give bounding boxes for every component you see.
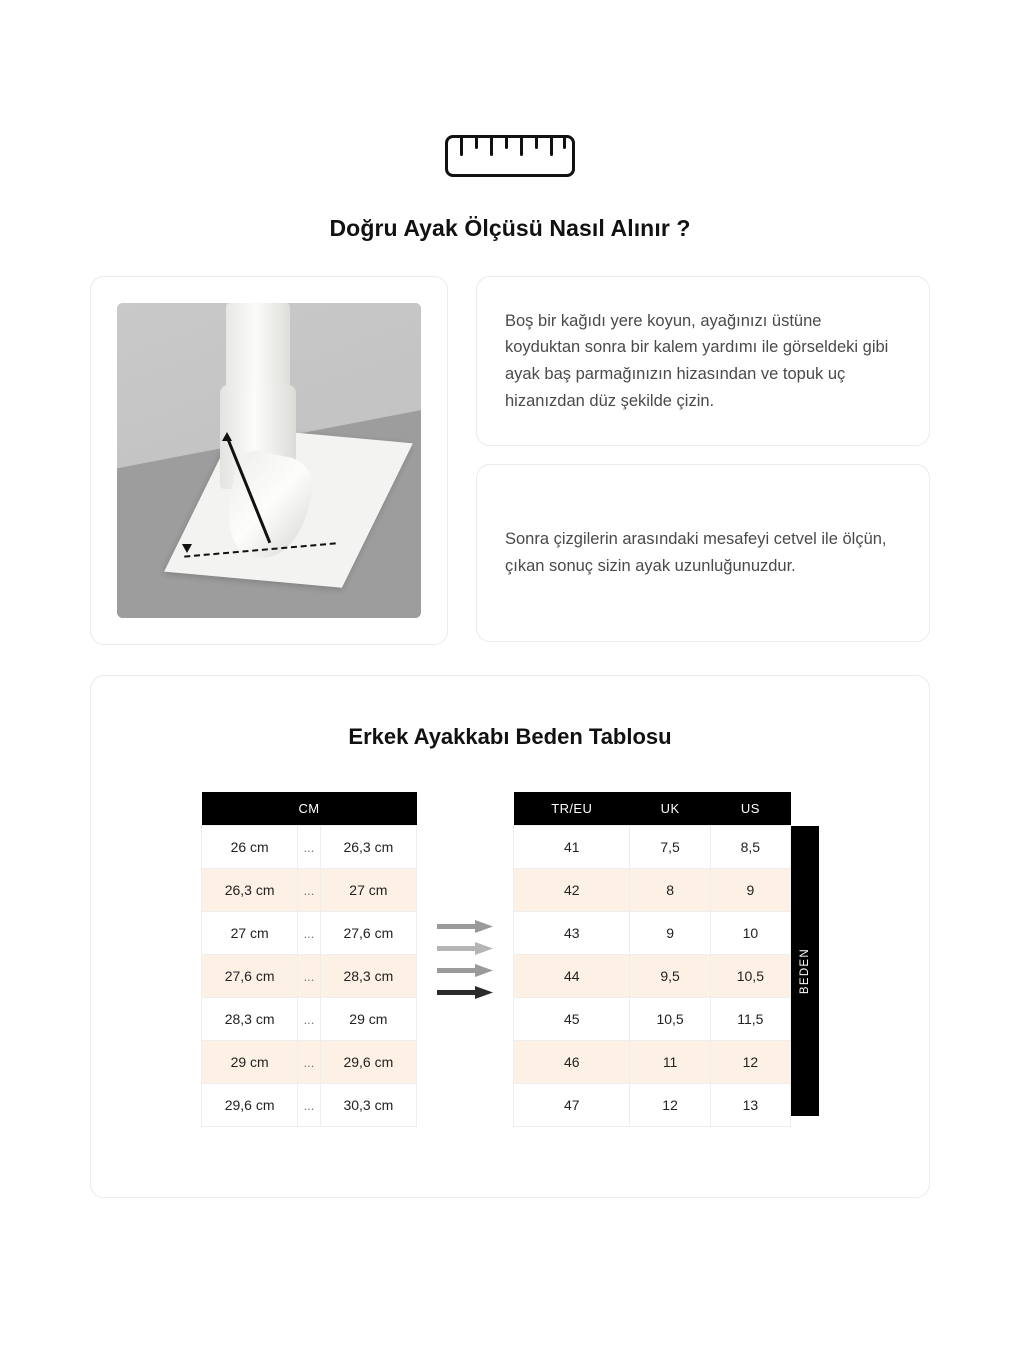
size-uk: 9,5	[630, 955, 710, 998]
size-us: 12	[710, 1041, 790, 1084]
size-table-body	[514, 826, 791, 1127]
table-row	[514, 912, 791, 955]
cm-sep: ...	[298, 998, 320, 1041]
steps-column	[476, 276, 930, 642]
cm-to: 27 cm	[320, 869, 416, 912]
size-treu: 43	[514, 912, 630, 955]
cm-from: 27,6 cm	[202, 955, 298, 998]
table-row	[202, 1084, 417, 1127]
arrow-right-icon	[437, 920, 493, 933]
foot-on-paper-photo	[117, 303, 421, 618]
size-table	[513, 792, 791, 1127]
size-us: 8,5	[710, 826, 790, 869]
arrow-right-icon	[437, 942, 493, 955]
size-treu: 41	[514, 826, 630, 869]
size-header-uk: UK	[630, 792, 710, 826]
cm-from: 26,3 cm	[202, 869, 298, 912]
cm-from: 28,3 cm	[202, 998, 298, 1041]
table-row	[514, 869, 791, 912]
size-treu: 47	[514, 1084, 630, 1127]
cm-to: 27,6 cm	[320, 912, 416, 955]
beden-side-label	[791, 826, 819, 1116]
size-us: 13	[710, 1084, 790, 1127]
size-us: 9	[710, 869, 790, 912]
table-row	[202, 955, 417, 998]
cm-sep: ...	[298, 826, 320, 869]
cm-sep: ...	[298, 1084, 320, 1127]
size-uk: 11	[630, 1041, 710, 1084]
size-us: 10	[710, 912, 790, 955]
arrow-right-icon	[437, 986, 493, 999]
table-row	[514, 955, 791, 998]
cm-to: 29 cm	[320, 998, 416, 1041]
cm-sep: ...	[298, 1041, 320, 1084]
table-row	[514, 826, 791, 869]
arrow-right-icon	[437, 964, 493, 977]
ruler-icon	[445, 135, 575, 177]
size-uk: 12	[630, 1084, 710, 1127]
tables-row	[91, 792, 929, 1127]
table-row	[202, 912, 417, 955]
size-header-us: US	[710, 792, 790, 826]
cm-from: 29,6 cm	[202, 1084, 298, 1127]
cm-table-body	[202, 826, 417, 1127]
cm-from: 29 cm	[202, 1041, 298, 1084]
cm-to: 30,3 cm	[320, 1084, 416, 1127]
arrows-group	[417, 920, 513, 999]
step-text-1: Boş bir kağıdı yere koyun, ayağınızı üstüne koyduktan sonra bir kalem yardımı ile görseldeki gibi ayak baş parmağınızın hizasından ve topuk uç hizanızdan düz şekilde çizin.	[505, 311, 889, 410]
cm-to: 28,3 cm	[320, 955, 416, 998]
cm-to: 29,6 cm	[320, 1041, 416, 1084]
table-row	[514, 1084, 791, 1127]
cm-from: 26 cm	[202, 826, 298, 869]
size-treu: 44	[514, 955, 630, 998]
foot-measure-photo-card	[90, 276, 448, 645]
size-table-card	[90, 675, 930, 1198]
cm-table-header: CM	[202, 792, 417, 826]
cm-to: 26,3 cm	[320, 826, 416, 869]
size-uk: 9	[630, 912, 710, 955]
instructions-section	[0, 276, 1020, 645]
size-table-title: Erkek Ayakkabı Beden Tablosu	[348, 724, 672, 749]
table-row	[202, 826, 417, 869]
size-treu: 46	[514, 1041, 630, 1084]
size-us: 11,5	[710, 998, 790, 1041]
table-row	[514, 998, 791, 1041]
cm-from: 27 cm	[202, 912, 298, 955]
size-treu: 45	[514, 998, 630, 1041]
size-uk: 10,5	[630, 998, 710, 1041]
table-row	[202, 869, 417, 912]
size-us: 10,5	[710, 955, 790, 998]
cm-table	[201, 792, 417, 1127]
cm-sep: ...	[298, 955, 320, 998]
size-uk: 7,5	[630, 826, 710, 869]
table-row	[202, 998, 417, 1041]
step-card-2	[476, 464, 930, 642]
size-uk: 8	[630, 869, 710, 912]
table-row	[202, 1041, 417, 1084]
cm-sep: ...	[298, 869, 320, 912]
step-text-2: Sonra çizgilerin arasındaki mesafeyi cetvel ile ölçün, çıkan sonuç sizin ayak uzunluğunuzdur.	[505, 530, 887, 575]
size-treu: 42	[514, 869, 630, 912]
page-title: Doğru Ayak Ölçüsü Nasıl Alınır ?	[329, 215, 691, 241]
ruler-icon-container	[0, 0, 1020, 177]
beden-side-label-text: BEDEN	[799, 947, 811, 995]
step-card-1	[476, 276, 930, 446]
table-row	[514, 1041, 791, 1084]
size-header-treu: TR/EU	[514, 792, 630, 826]
cm-sep: ...	[298, 912, 320, 955]
